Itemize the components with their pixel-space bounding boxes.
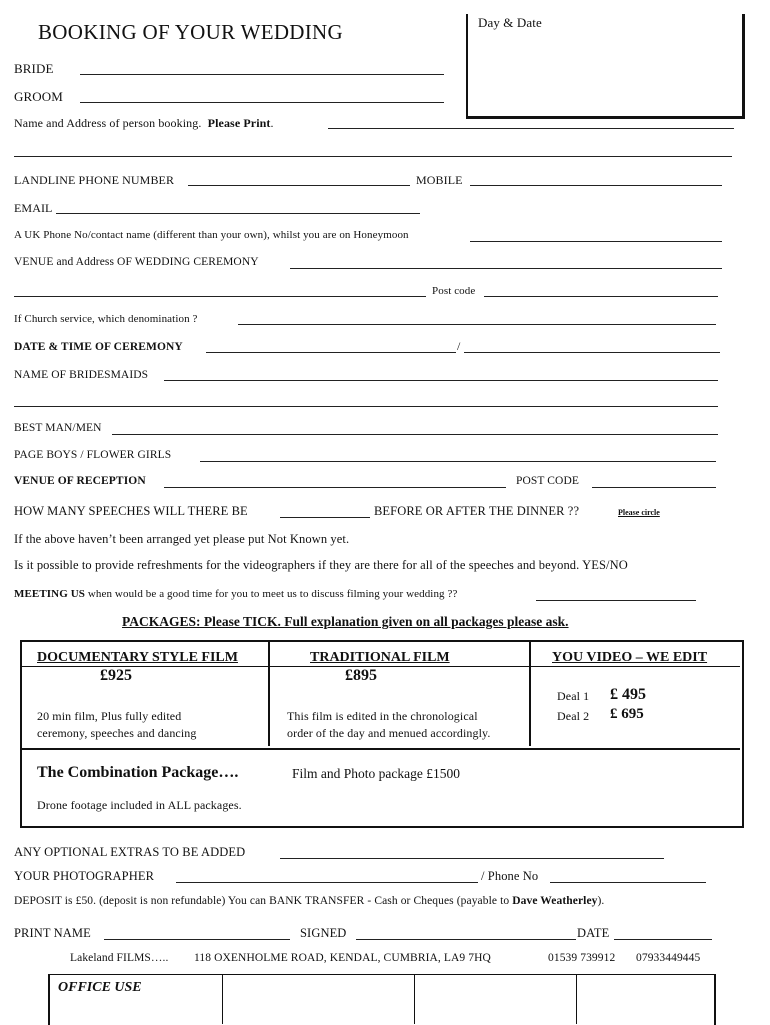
photographer-label: YOUR PHOTOGRAPHER [14, 869, 155, 883]
groom-label: GROOM [14, 89, 63, 104]
date-label: DATE [577, 926, 610, 940]
reception-post-code-field[interactable] [592, 487, 716, 488]
post-code-field[interactable] [484, 296, 718, 297]
speeches-count-field[interactable] [280, 517, 370, 518]
bride-label: BRIDE [14, 61, 54, 76]
uk-phone-label: A UK Phone No/contact name (different than your own), whilst you are on Honeymoon [14, 229, 409, 241]
bridesmaids-label: NAME OF BRIDESMAIDS [14, 369, 149, 381]
meeting-field[interactable] [536, 600, 696, 601]
signed-field[interactable] [356, 939, 576, 940]
email-field[interactable] [56, 213, 420, 214]
deal-1-label: Deal 1 [557, 689, 590, 703]
ceremony-time-field[interactable] [464, 352, 720, 353]
package-combination-desc: Film and Photo package £1500 [292, 766, 460, 781]
optional-extras-label: ANY OPTIONAL EXTRAS TO BE ADDED [14, 845, 246, 859]
best-man-label: BEST MAN/MEN [14, 422, 102, 434]
bride-field[interactable] [80, 74, 444, 75]
venue-ceremony-label: VENUE and Address OF WEDDING CEREMONY [14, 256, 259, 268]
landline-field[interactable] [188, 185, 410, 186]
package-documentary-price: £925 [100, 667, 132, 684]
package-combination-name[interactable]: The Combination Package…. [37, 764, 239, 781]
church-label: If Church service, which denomination ? [14, 313, 198, 325]
package-row-rule [22, 748, 740, 750]
signed-label: SIGNED [300, 926, 347, 940]
company-phone-1: 01539 739912 [548, 952, 616, 964]
packages-heading: PACKAGES: Please TICK. Full explanation given on all packages please ask. [122, 614, 569, 629]
bridesmaids-field[interactable] [164, 380, 718, 381]
drone-note: Drone footage included in ALL packages. [37, 798, 242, 812]
page-boys-label: PAGE BOYS / FLOWER GIRLS [14, 449, 172, 461]
name-address-field-2[interactable] [14, 156, 732, 157]
date-time-separator: / [457, 339, 461, 353]
package-traditional-price: £895 [345, 667, 377, 684]
meeting-label: MEETING US when would be a good time for you to meet us to discuss filming your wedding ?? [14, 588, 458, 600]
package-you-video-name[interactable]: YOU VIDEO – WE EDIT [552, 650, 708, 665]
print-name-field[interactable] [104, 939, 290, 940]
venue-ceremony-field[interactable] [290, 268, 722, 269]
deposit-note: DEPOSIT is £50. (deposit is non refundable) You can BANK TRANSFER - Cash or Cheques (payable to Dave Weatherley). [14, 895, 605, 907]
page-title: BOOKING OF YOUR WEDDING [38, 20, 343, 44]
photographer-phone-field[interactable] [550, 882, 706, 883]
package-documentary-desc-1: 20 min film, Plus fully edited [37, 709, 182, 723]
landline-label: LANDLINE PHONE NUMBER [14, 173, 175, 187]
groom-field[interactable] [80, 102, 444, 103]
package-traditional-desc-2: order of the day and menued accordingly. [287, 726, 491, 740]
company-phone-2: 07933449445 [636, 952, 701, 964]
day-date-label: Day & Date [478, 15, 542, 30]
uk-phone-field[interactable] [470, 241, 722, 242]
office-use-divider-3 [576, 974, 577, 1024]
email-label: EMAIL [14, 201, 53, 215]
package-traditional-name[interactable]: TRADITIONAL FILM [310, 650, 450, 665]
speeches-label: HOW MANY SPEECHES WILL THERE BE [14, 504, 248, 518]
best-man-field[interactable] [112, 434, 718, 435]
venue-reception-field[interactable] [164, 487, 506, 488]
package-documentary-name[interactable]: DOCUMENTARY STYLE FILM [37, 650, 238, 665]
church-field[interactable] [238, 324, 716, 325]
ceremony-date-field[interactable] [206, 352, 456, 353]
date-time-label: DATE & TIME OF CEREMONY [14, 341, 183, 353]
package-divider-2 [529, 642, 531, 746]
before-after-label: BEFORE OR AFTER THE DINNER ?? [374, 504, 580, 518]
company-address: 118 OXENHOLME ROAD, KENDAL, CUMBRIA, LA9 7HQ [194, 952, 491, 964]
office-use-divider-1 [222, 974, 223, 1024]
print-name-label: PRINT NAME [14, 926, 91, 940]
deal-2-price: £ 695 [610, 706, 644, 722]
post-code-label: Post code [432, 285, 476, 297]
office-use-divider-2 [414, 974, 415, 1024]
company-name: Lakeland FILMS….. [70, 952, 169, 964]
optional-extras-field[interactable] [280, 858, 664, 859]
deal-1-price: £ 495 [610, 686, 646, 703]
reception-post-code-label: POST CODE [516, 475, 579, 487]
name-address-field[interactable] [328, 128, 734, 129]
bridesmaids-field-2[interactable] [14, 406, 718, 407]
not-known-note: If the above haven’t been arranged yet please put Not Known yet. [14, 532, 350, 546]
mobile-field[interactable] [470, 185, 722, 186]
venue-reception-label: VENUE OF RECEPTION [14, 475, 146, 487]
date-field[interactable] [614, 939, 712, 940]
refreshments-question: Is it possible to provide refreshments for the videographers if they are there for all of the speeches and beyond. YES/NO [14, 558, 628, 572]
office-use-label: OFFICE USE [58, 980, 142, 995]
package-traditional-desc-1: This film is edited in the chronological [287, 709, 478, 723]
please-circle-label: Please circle [618, 508, 660, 517]
mobile-label: MOBILE [416, 173, 463, 187]
package-documentary-desc-2: ceremony, speeches and dancing [37, 726, 197, 740]
page-boys-field[interactable] [200, 461, 716, 462]
package-divider-1 [268, 642, 270, 746]
photographer-phone-label: / Phone No [481, 869, 539, 883]
office-use-table [48, 974, 716, 1025]
venue-ceremony-field-2[interactable] [14, 296, 426, 297]
name-address-label: Name and Address of person booking. Please Print. [14, 116, 274, 130]
deal-2-label: Deal 2 [557, 709, 590, 723]
photographer-field[interactable] [176, 882, 478, 883]
